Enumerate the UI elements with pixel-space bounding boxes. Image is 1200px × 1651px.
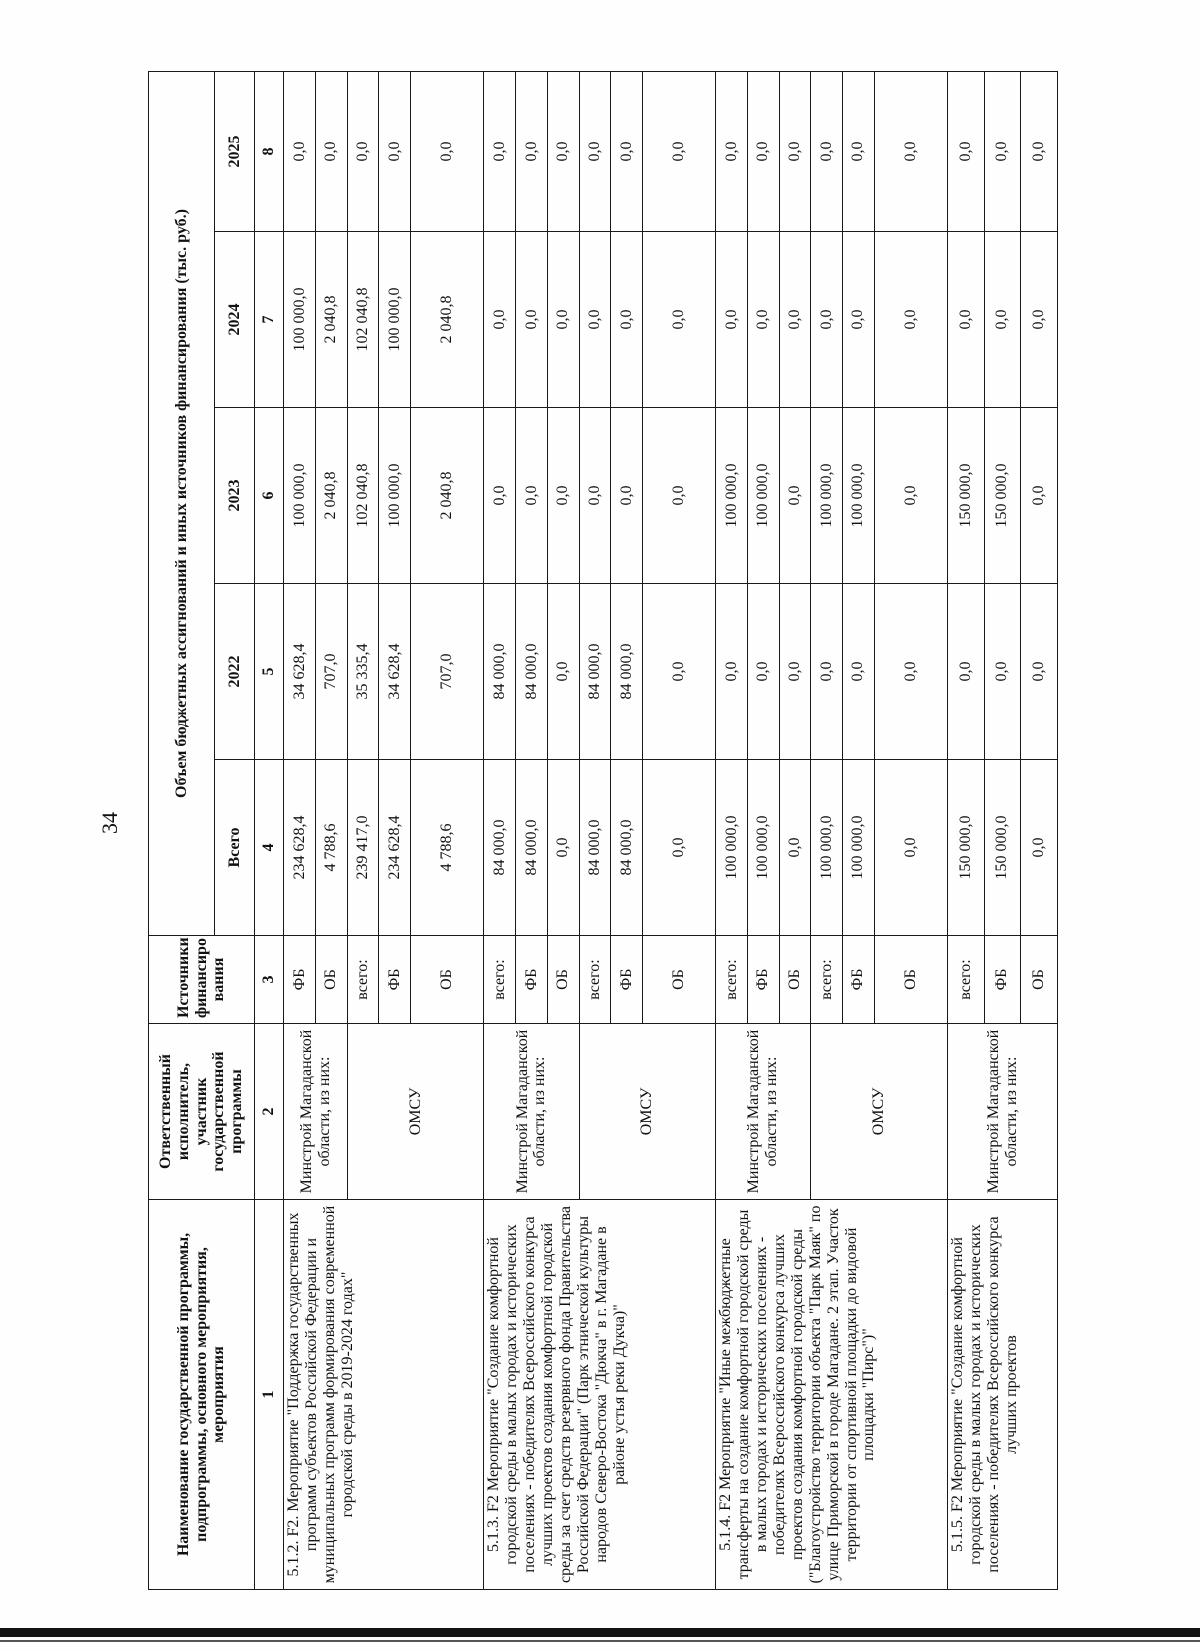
- amount-cell: 0,0: [779, 584, 811, 760]
- amount-cell: 0,0: [874, 584, 947, 760]
- amount-cell: 150 000,0: [948, 408, 985, 584]
- amount-cell: 0,0: [1021, 71, 1058, 231]
- header-year-2025: 2025: [215, 71, 255, 231]
- amount-cell: 0,0: [811, 584, 843, 760]
- amount-cell: 100 000,0: [716, 408, 748, 584]
- funding-source: ОБ: [316, 936, 348, 1024]
- amount-cell: 0,0: [547, 760, 579, 936]
- amount-cell: 0,0: [747, 71, 779, 231]
- funding-source: ФБ: [747, 936, 779, 1024]
- amount-cell: 0,0: [516, 71, 548, 231]
- amount-cell: 239 417,0: [347, 760, 379, 936]
- funding-source: всего:: [347, 936, 379, 1024]
- funding-source: ОБ: [547, 936, 579, 1024]
- funding-source: ФБ: [516, 936, 548, 1024]
- amount-cell: 34 628,4: [284, 584, 316, 760]
- amount-cell: 0,0: [579, 408, 611, 584]
- amount-cell: 84 000,0: [516, 760, 548, 936]
- column-number: 4: [255, 760, 284, 936]
- activity-name: 5.1.2. F2. Мероприятие "Поддержка государственных программ субъектов Российской Федерации и муниципальных программ формирования современной городской среды в 2019-2024 годах": [284, 1200, 484, 1590]
- amount-cell: 0,0: [547, 232, 579, 408]
- amount-cell: 2 040,8: [316, 408, 348, 584]
- header-year-2022: 2022: [215, 584, 255, 760]
- amount-cell: 0,0: [779, 71, 811, 231]
- amount-cell: 0,0: [516, 232, 548, 408]
- amount-cell: 150 000,0: [984, 760, 1021, 936]
- amount-cell: 100 000,0: [811, 760, 843, 936]
- amount-cell: 2 040,8: [316, 232, 348, 408]
- amount-cell: 0,0: [779, 760, 811, 936]
- funding-source: ОБ: [779, 936, 811, 1024]
- amount-cell: 0,0: [611, 408, 643, 584]
- amount-cell: 0,0: [874, 760, 947, 936]
- column-number-row: [255, 71, 284, 1589]
- activity-name: 5.1.3. F2 Мероприятие "Создание комфортной городской среды в малых городах и исторических поселениях - победителях Всероссийского конкурса лучших проектов создания комфортной городской среды за счет средств резервного фонда Правительства Российской Федерации" (Парк этнической культуры народов Северо-Востока "Дюкча" в г. Магадане в районе устья реки Дукча)": [484, 1200, 716, 1590]
- amount-cell: 0,0: [316, 71, 348, 231]
- funding-source: ОБ: [874, 936, 947, 1024]
- amount-cell: 150 000,0: [984, 408, 1021, 584]
- amount-cell: 0,0: [547, 71, 579, 231]
- activity-name: 5.1.5. F2 Мероприятие "Создание комфортной городской среды в малых городах и исторических поселениях - победителях Всероссийского конкурса лучших проектов: [948, 1200, 1058, 1590]
- amount-cell: 0,0: [642, 584, 715, 760]
- header-responsible: Ответственный исполнитель, участник государственной программы: [149, 1024, 255, 1200]
- amount-cell: 100 000,0: [379, 408, 411, 584]
- amount-cell: 707,0: [316, 584, 348, 760]
- amount-cell: 0,0: [484, 232, 516, 408]
- amount-cell: 0,0: [843, 232, 875, 408]
- amount-cell: 0,0: [516, 408, 548, 584]
- amount-cell: 0,0: [779, 408, 811, 584]
- header-year-total: Всего: [215, 760, 255, 936]
- table-row: [948, 71, 985, 1589]
- amount-cell: 0,0: [716, 232, 748, 408]
- amount-cell: 0,0: [716, 71, 748, 231]
- amount-cell: 0,0: [547, 408, 579, 584]
- amount-cell: 0,0: [484, 408, 516, 584]
- financing-table: [148, 71, 1058, 1590]
- amount-cell: 0,0: [284, 71, 316, 231]
- amount-cell: 0,0: [1021, 584, 1058, 760]
- amount-cell: 0,0: [642, 408, 715, 584]
- responsible-executor: Минстрой Магаданской области, из них:: [484, 1024, 579, 1200]
- amount-cell: 84 000,0: [516, 584, 548, 760]
- column-number: 5: [255, 584, 284, 760]
- amount-cell: 0,0: [874, 71, 947, 231]
- responsible-executor: Минстрой Магаданской области, из них:: [948, 1024, 1058, 1200]
- column-number: 8: [255, 71, 284, 231]
- amount-cell: 0,0: [843, 584, 875, 760]
- responsible-executor: Минстрой Магаданской области, из них:: [716, 1024, 811, 1200]
- table-body: [255, 71, 1058, 1589]
- amount-cell: 0,0: [811, 232, 843, 408]
- column-number: 6: [255, 408, 284, 584]
- amount-cell: 0,0: [642, 232, 715, 408]
- amount-cell: 0,0: [874, 232, 947, 408]
- column-number: 3: [255, 936, 284, 1024]
- funding-source: ОБ: [411, 936, 484, 1024]
- amount-cell: 234 628,4: [379, 760, 411, 936]
- amount-cell: 0,0: [984, 584, 1021, 760]
- amount-cell: 0,0: [411, 71, 484, 231]
- amount-cell: 0,0: [1021, 408, 1058, 584]
- funding-source: ОБ: [1021, 936, 1058, 1024]
- amount-cell: 0,0: [642, 71, 715, 231]
- amount-cell: 2 040,8: [411, 408, 484, 584]
- amount-cell: 100 000,0: [284, 408, 316, 584]
- amount-cell: 0,0: [642, 760, 715, 936]
- scan-edge-rule-thin: [0, 1640, 1200, 1642]
- amount-cell: 0,0: [611, 71, 643, 231]
- amount-cell: 84 000,0: [484, 760, 516, 936]
- amount-cell: 0,0: [984, 71, 1021, 231]
- amount-cell: 84 000,0: [484, 584, 516, 760]
- amount-cell: 0,0: [811, 71, 843, 231]
- amount-cell: 0,0: [347, 71, 379, 231]
- funding-source: всего:: [811, 936, 843, 1024]
- funding-source: всего:: [716, 936, 748, 1024]
- table-row: [284, 71, 316, 1589]
- amount-cell: 100 000,0: [716, 760, 748, 936]
- amount-cell: 0,0: [579, 71, 611, 231]
- amount-cell: 0,0: [379, 71, 411, 231]
- amount-cell: 102 040,8: [347, 232, 379, 408]
- amount-cell: 0,0: [747, 232, 779, 408]
- amount-cell: 0,0: [579, 232, 611, 408]
- amount-cell: 0,0: [843, 71, 875, 231]
- amount-cell: 0,0: [611, 232, 643, 408]
- amount-cell: 100 000,0: [284, 232, 316, 408]
- amount-cell: 4 788,6: [411, 760, 484, 936]
- column-number: 2: [255, 1024, 284, 1200]
- scan-edge-rule: [0, 1628, 1200, 1637]
- amount-cell: 234 628,4: [284, 760, 316, 936]
- header-sources: Источники финансиро вания: [149, 936, 255, 1024]
- amount-cell: 0,0: [948, 584, 985, 760]
- amount-cell: 4 788,6: [316, 760, 348, 936]
- amount-cell: 0,0: [948, 71, 985, 231]
- funding-source: ФБ: [843, 936, 875, 1024]
- amount-cell: 34 628,4: [379, 584, 411, 760]
- funding-source: всего:: [484, 936, 516, 1024]
- amount-cell: 0,0: [747, 584, 779, 760]
- amount-cell: 84 000,0: [579, 760, 611, 936]
- amount-cell: 0,0: [984, 232, 1021, 408]
- amount-cell: 35 335,4: [347, 584, 379, 760]
- responsible-executor: ОМСУ: [579, 1024, 716, 1200]
- amount-cell: 0,0: [547, 584, 579, 760]
- funding-source: всего:: [948, 936, 985, 1024]
- responsible-executor: ОМСУ: [347, 1024, 484, 1200]
- amount-cell: 102 040,8: [347, 408, 379, 584]
- amount-cell: 100 000,0: [843, 760, 875, 936]
- column-number: 7: [255, 232, 284, 408]
- responsible-executor: Минстрой Магаданской области, из них:: [284, 1024, 347, 1200]
- page-number: 34: [97, 812, 122, 834]
- amount-cell: 100 000,0: [747, 760, 779, 936]
- funding-source: ФБ: [284, 936, 316, 1024]
- amount-cell: 0,0: [1021, 232, 1058, 408]
- responsible-executor: ОМСУ: [811, 1024, 948, 1200]
- header-row-top: [149, 71, 215, 1589]
- amount-cell: 100 000,0: [379, 232, 411, 408]
- amount-cell: 150 000,0: [948, 760, 985, 936]
- amount-cell: 84 000,0: [611, 760, 643, 936]
- amount-cell: 0,0: [716, 584, 748, 760]
- rotated-table-frame: [148, 72, 1058, 1590]
- amount-cell: 84 000,0: [611, 584, 643, 760]
- funding-source: ОБ: [642, 936, 715, 1024]
- funding-source: ФБ: [379, 936, 411, 1024]
- amount-cell: 100 000,0: [747, 408, 779, 584]
- column-number: 1: [255, 1200, 284, 1590]
- funding-source: ФБ: [611, 936, 643, 1024]
- amount-cell: 2 040,8: [411, 232, 484, 408]
- amount-cell: 100 000,0: [811, 408, 843, 584]
- table-row: [484, 71, 516, 1589]
- funding-source: всего:: [579, 936, 611, 1024]
- amount-cell: 0,0: [874, 408, 947, 584]
- header-name: Наименование государственной программы, подпрограммы, основного мероприятия, мероприятия: [149, 1200, 255, 1590]
- header-year-2023: 2023: [215, 408, 255, 584]
- amount-cell: 0,0: [1021, 760, 1058, 936]
- funding-source: ФБ: [984, 936, 1021, 1024]
- amount-cell: 0,0: [948, 232, 985, 408]
- activity-name: 5.1.4. F2 Мероприятие "Иные межбюджетные трансферты на создание комфортной городской среды в малых городах и исторических поселениях - победителях Всероссийского конкурса лучших проектов создания комфортной городской среды ("Благоустройство территории объекта "Парк Маяк" по улице Приморской в городе Магадане. 2 этап. Участок территории от спортивной площадки до видовой площадки "Пирс")": [716, 1200, 948, 1590]
- amount-cell: 84 000,0: [579, 584, 611, 760]
- amount-cell: 100 000,0: [843, 408, 875, 584]
- amount-cell: 707,0: [411, 584, 484, 760]
- table-row: [716, 71, 748, 1589]
- amount-cell: 0,0: [484, 71, 516, 231]
- header-volume: Объем бюджетных ассигнований и иных источников финансирования (тыс. руб.): [149, 71, 215, 935]
- header-year-2024: 2024: [215, 232, 255, 408]
- amount-cell: 0,0: [779, 232, 811, 408]
